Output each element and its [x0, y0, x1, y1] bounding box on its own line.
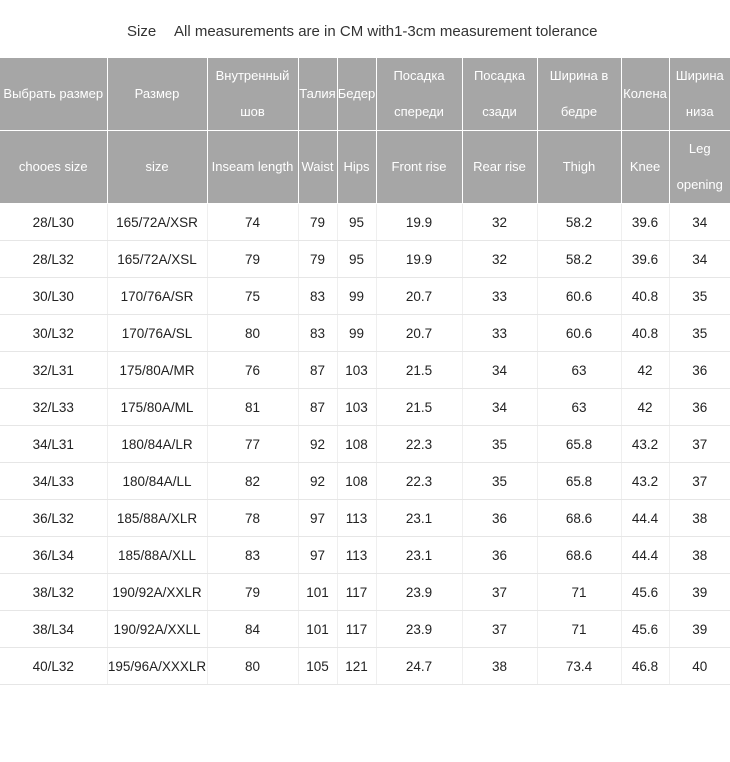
header-text: Внутренный: [215, 68, 290, 83]
header-hips: Бедер: [337, 58, 376, 131]
cell-hips: 117: [337, 574, 376, 611]
cell-size: 190/92A/XXLL: [107, 611, 207, 648]
header-text: Ширина: [675, 68, 724, 83]
header-front-rise: Front rise: [376, 131, 462, 204]
header-knee: Knee: [621, 131, 669, 204]
cell-choose-size: 38/L32: [0, 574, 107, 611]
cell-rear-rise: 35: [462, 426, 537, 463]
cell-thigh: 58.2: [537, 241, 621, 278]
cell-choose-size: 28/L32: [0, 241, 107, 278]
cell-hips: 113: [337, 500, 376, 537]
cell-size: 170/76A/SR: [107, 278, 207, 315]
cell-inseam: 84: [207, 611, 298, 648]
cell-inseam: 77: [207, 426, 298, 463]
cell-front-rise: 19.9: [376, 241, 462, 278]
cell-rear-rise: 37: [462, 574, 537, 611]
header-row-russian: [0, 58, 730, 131]
cell-rear-rise: 34: [462, 352, 537, 389]
cell-knee: 40.8: [621, 315, 669, 352]
cell-leg-opening: 36: [669, 389, 730, 426]
size-chart-title: [0, 20, 730, 44]
cell-leg-opening: 37: [669, 426, 730, 463]
header-text: opening: [676, 177, 723, 192]
header-choose-size: Выбрать размер: [0, 58, 107, 131]
cell-choose-size: 34/L31: [0, 426, 107, 463]
table-row: [0, 648, 730, 685]
cell-waist: 87: [298, 389, 337, 426]
cell-knee: 43.2: [621, 463, 669, 500]
cell-waist: 92: [298, 463, 337, 500]
header-choose-size: chooes size: [0, 131, 107, 204]
cell-hips: 95: [337, 241, 376, 278]
header-text: Посадка: [473, 68, 526, 83]
cell-inseam: 81: [207, 389, 298, 426]
cell-front-rise: 20.7: [376, 315, 462, 352]
cell-leg-opening: 38: [669, 537, 730, 574]
cell-knee: 44.4: [621, 500, 669, 537]
cell-choose-size: 30/L32: [0, 315, 107, 352]
cell-rear-rise: 34: [462, 389, 537, 426]
header-hips: Hips: [337, 131, 376, 204]
cell-knee: 44.4: [621, 537, 669, 574]
header-thigh: [537, 58, 621, 131]
cell-inseam: 79: [207, 241, 298, 278]
cell-inseam: 80: [207, 648, 298, 685]
header-size: size: [107, 131, 207, 204]
cell-leg-opening: 38: [669, 500, 730, 537]
cell-thigh: 60.6: [537, 315, 621, 352]
header-leg-opening: [669, 58, 730, 131]
cell-size: 175/80A/ML: [107, 389, 207, 426]
header-knee: Колена: [621, 58, 669, 131]
header-waist: Талия: [298, 58, 337, 131]
cell-hips: 99: [337, 315, 376, 352]
cell-front-rise: 19.9: [376, 204, 462, 241]
cell-waist: 97: [298, 500, 337, 537]
cell-size: 175/80A/MR: [107, 352, 207, 389]
table-row: [0, 574, 730, 611]
cell-leg-opening: 36: [669, 352, 730, 389]
cell-hips: 95: [337, 204, 376, 241]
cell-thigh: 73.4: [537, 648, 621, 685]
cell-front-rise: 23.1: [376, 500, 462, 537]
cell-leg-opening: 39: [669, 574, 730, 611]
table-row: [0, 500, 730, 537]
cell-thigh: 71: [537, 574, 621, 611]
cell-front-rise: 21.5: [376, 389, 462, 426]
cell-front-rise: 23.9: [376, 611, 462, 648]
cell-waist: 101: [298, 611, 337, 648]
cell-knee: 42: [621, 389, 669, 426]
cell-front-rise: 21.5: [376, 352, 462, 389]
cell-leg-opening: 34: [669, 241, 730, 278]
cell-thigh: 60.6: [537, 278, 621, 315]
cell-size: 190/92A/XXLR: [107, 574, 207, 611]
cell-choose-size: 36/L34: [0, 537, 107, 574]
cell-size: 165/72A/XSR: [107, 204, 207, 241]
cell-choose-size: 34/L33: [0, 463, 107, 500]
cell-thigh: 63: [537, 352, 621, 389]
cell-rear-rise: 32: [462, 204, 537, 241]
cell-size: 180/84A/LR: [107, 426, 207, 463]
cell-hips: 103: [337, 352, 376, 389]
cell-leg-opening: 39: [669, 611, 730, 648]
cell-waist: 79: [298, 241, 337, 278]
table-row: [0, 611, 730, 648]
measurement-note: All measurements are in CM with1-3cm measurement tolerance: [174, 23, 598, 40]
cell-inseam: 78: [207, 500, 298, 537]
header-text: Посадка: [393, 68, 445, 83]
cell-waist: 83: [298, 315, 337, 352]
size-table: [0, 58, 730, 685]
table-row: [0, 241, 730, 278]
table-row: [0, 204, 730, 241]
cell-choose-size: 36/L32: [0, 500, 107, 537]
header-front-rise: [376, 58, 462, 131]
cell-thigh: 63: [537, 389, 621, 426]
cell-knee: 45.6: [621, 574, 669, 611]
cell-rear-rise: 38: [462, 648, 537, 685]
cell-size: 185/88A/XLL: [107, 537, 207, 574]
cell-knee: 39.6: [621, 204, 669, 241]
cell-size: 170/76A/SL: [107, 315, 207, 352]
cell-thigh: 65.8: [537, 426, 621, 463]
table-row: [0, 463, 730, 500]
header-text: бедре: [560, 104, 598, 119]
cell-choose-size: 38/L34: [0, 611, 107, 648]
cell-size: 165/72A/XSL: [107, 241, 207, 278]
cell-inseam: 83: [207, 537, 298, 574]
header-text: низа: [685, 104, 714, 119]
cell-knee: 45.6: [621, 611, 669, 648]
cell-rear-rise: 35: [462, 463, 537, 500]
cell-knee: 40.8: [621, 278, 669, 315]
header-text: сзади: [482, 104, 517, 119]
cell-front-rise: 22.3: [376, 426, 462, 463]
header-text: Leg: [688, 141, 711, 156]
cell-rear-rise: 37: [462, 611, 537, 648]
cell-hips: 121: [337, 648, 376, 685]
table-row: [0, 315, 730, 352]
header-inseam: Inseam length: [207, 131, 298, 204]
cell-inseam: 75: [207, 278, 298, 315]
cell-knee: 42: [621, 352, 669, 389]
table-row: [0, 352, 730, 389]
cell-waist: 79: [298, 204, 337, 241]
cell-thigh: 58.2: [537, 204, 621, 241]
cell-rear-rise: 36: [462, 500, 537, 537]
header-rear-rise: Rear rise: [462, 131, 537, 204]
size-label: Size: [127, 23, 157, 40]
table-row: [0, 537, 730, 574]
cell-front-rise: 23.9: [376, 574, 462, 611]
header-text: спереди: [394, 104, 444, 119]
cell-hips: 113: [337, 537, 376, 574]
cell-waist: 101: [298, 574, 337, 611]
cell-front-rise: 22.3: [376, 463, 462, 500]
cell-thigh: 65.8: [537, 463, 621, 500]
cell-leg-opening: 40: [669, 648, 730, 685]
cell-choose-size: 40/L32: [0, 648, 107, 685]
cell-inseam: 76: [207, 352, 298, 389]
header-leg-opening: [669, 131, 730, 204]
cell-leg-opening: 37: [669, 463, 730, 500]
cell-choose-size: 30/L30: [0, 278, 107, 315]
cell-thigh: 71: [537, 611, 621, 648]
cell-choose-size: 32/L31: [0, 352, 107, 389]
header-text: шов: [240, 104, 265, 119]
header-thigh: Thigh: [537, 131, 621, 204]
cell-rear-rise: 36: [462, 537, 537, 574]
header-text: Ширина в: [549, 68, 609, 83]
cell-size: 195/96A/XXXLR: [107, 648, 207, 685]
cell-hips: 103: [337, 389, 376, 426]
cell-choose-size: 28/L30: [0, 204, 107, 241]
table-row: [0, 426, 730, 463]
cell-waist: 87: [298, 352, 337, 389]
cell-knee: 46.8: [621, 648, 669, 685]
cell-leg-opening: 34: [669, 204, 730, 241]
cell-leg-opening: 35: [669, 315, 730, 352]
cell-inseam: 80: [207, 315, 298, 352]
cell-front-rise: 20.7: [376, 278, 462, 315]
table-row: [0, 278, 730, 315]
cell-front-rise: 24.7: [376, 648, 462, 685]
cell-thigh: 68.6: [537, 500, 621, 537]
cell-hips: 99: [337, 278, 376, 315]
header-size: Размер: [107, 58, 207, 131]
cell-knee: 43.2: [621, 426, 669, 463]
cell-size: 185/88A/XLR: [107, 500, 207, 537]
cell-rear-rise: 33: [462, 278, 537, 315]
cell-waist: 83: [298, 278, 337, 315]
cell-thigh: 68.6: [537, 537, 621, 574]
cell-inseam: 82: [207, 463, 298, 500]
cell-inseam: 79: [207, 574, 298, 611]
cell-hips: 108: [337, 463, 376, 500]
cell-inseam: 74: [207, 204, 298, 241]
table-row: [0, 389, 730, 426]
header-inseam: [207, 58, 298, 131]
cell-size: 180/84A/LL: [107, 463, 207, 500]
cell-rear-rise: 32: [462, 241, 537, 278]
cell-waist: 105: [298, 648, 337, 685]
cell-hips: 108: [337, 426, 376, 463]
header-waist: Waist: [298, 131, 337, 204]
header-row-english: [0, 131, 730, 204]
header-rear-rise: [462, 58, 537, 131]
cell-front-rise: 23.1: [376, 537, 462, 574]
cell-waist: 92: [298, 426, 337, 463]
cell-hips: 117: [337, 611, 376, 648]
cell-leg-opening: 35: [669, 278, 730, 315]
cell-rear-rise: 33: [462, 315, 537, 352]
cell-waist: 97: [298, 537, 337, 574]
cell-choose-size: 32/L33: [0, 389, 107, 426]
cell-knee: 39.6: [621, 241, 669, 278]
